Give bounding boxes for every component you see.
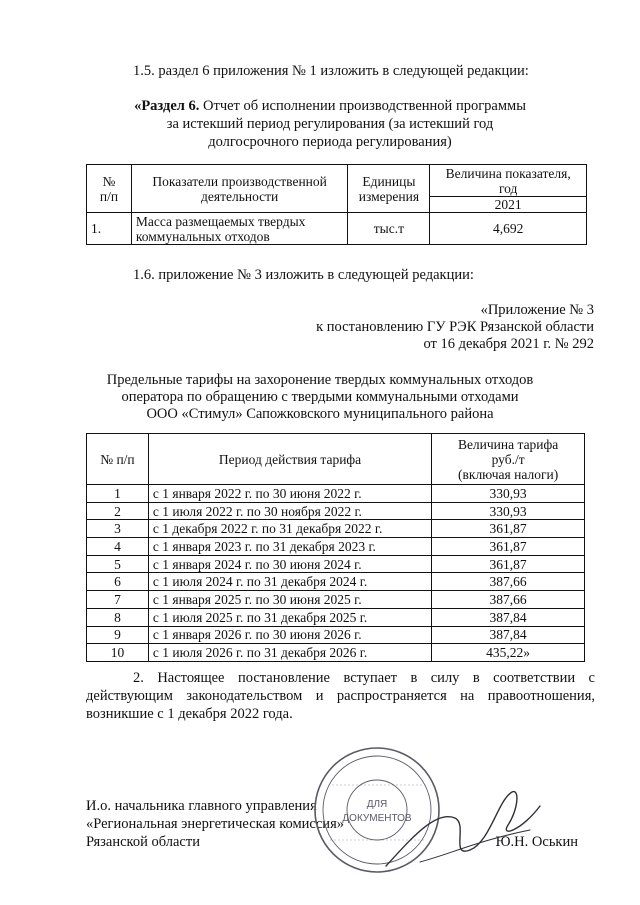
signer-position-line1: И.о. начальника главного управления <box>86 798 317 814</box>
row-tariff: 387,84 <box>432 608 585 626</box>
handwritten-signature <box>380 770 550 880</box>
clause-2-line2: действующим законодательством и распространяется на правоотношения, <box>86 688 595 704</box>
row-tariff: 387,66 <box>432 591 585 609</box>
table-row <box>87 555 585 573</box>
row-number: 2 <box>87 502 149 520</box>
row-period: с 1 июля 2024 г. по 31 декабря 2024 г. <box>148 573 431 591</box>
row-period: с 1 июля 2025 г. по 31 декабря 2025 г. <box>148 608 431 626</box>
header-value: Величина показателя, год <box>430 165 587 197</box>
table-row <box>87 591 585 609</box>
row-period: с 1 января 2024 г. по 30 июня 2024 г. <box>148 555 431 573</box>
section6-label: «Раздел 6. <box>134 98 200 114</box>
row-number: 1 <box>87 485 149 503</box>
table-row <box>87 520 585 538</box>
row-number: 8 <box>87 608 149 626</box>
appendix-ref: к постановлению ГУ РЭК Рязанской области <box>316 319 594 335</box>
signer-position-line3: Рязанской области <box>86 834 200 850</box>
row-period: с 1 июля 2026 г. по 31 декабря 2026 г. <box>148 644 431 662</box>
stamp-text-1: ДЛЯ <box>366 799 388 810</box>
tariff-title-line3: ООО «Стимул» Сапожковского муниципального района <box>146 406 494 422</box>
section6-title-line3: долгосрочного периода регулирования) <box>208 134 452 150</box>
row-number: 9 <box>87 626 149 644</box>
table-row <box>87 502 585 520</box>
stamp-text-2: ДОКУМЕНТОВ <box>342 813 412 824</box>
header-number: № п/п <box>87 165 132 213</box>
row-tariff: 435,22» <box>432 644 585 662</box>
table-row <box>87 608 585 626</box>
row-tariff: 330,93 <box>432 485 585 503</box>
header-tariff: Величина тарифа руб./т (включая налоги) <box>432 434 585 485</box>
table-row <box>87 485 585 503</box>
row-indicator: Масса размещаемых твердых коммунальных отходов <box>131 213 348 245</box>
row-period: с 1 января 2023 г. по 31 декабря 2023 г. <box>148 538 431 556</box>
signer-name: Ю.Н. Оськин <box>495 834 578 850</box>
row-value: 4,692 <box>430 213 587 245</box>
tariff-title-line1: Предельные тарифы на захоронение твердых коммунальных отходов <box>106 372 534 388</box>
tariff-title-line2: оператора по обращению с твердыми коммунальными отходами <box>121 389 519 405</box>
row-period: с 1 июля 2022 г. по 30 ноября 2022 г. <box>148 502 431 520</box>
tariff-table <box>86 433 585 662</box>
header-indicator: Показатели производственной деятельности <box>131 165 348 213</box>
header-year: 2021 <box>430 197 587 213</box>
row-tariff: 387,84 <box>432 626 585 644</box>
header-period: Период действия тарифа <box>148 434 431 485</box>
table-row <box>87 213 587 245</box>
row-unit: тыс.т <box>348 213 430 245</box>
section6-title-line2: за истекший период регулирования (за истекший год <box>166 116 494 132</box>
clause-2-line3: возникшие с 1 декабря 2022 года. <box>86 706 293 722</box>
row-number: 1. <box>87 213 132 245</box>
row-number: 6 <box>87 573 149 591</box>
row-number: 5 <box>87 555 149 573</box>
table-row <box>87 573 585 591</box>
row-period: с 1 января 2025 г. по 30 июня 2025 г. <box>148 591 431 609</box>
section6-title: Отчет об исполнении производственной программы <box>199 98 526 114</box>
signer-position-line2: «Региональная энергетическая комиссия» <box>86 816 344 832</box>
row-number: 3 <box>87 520 149 538</box>
table-row <box>87 644 585 662</box>
row-tariff: 361,87 <box>432 555 585 573</box>
header-unit: Единицы измерения <box>348 165 430 213</box>
production-table <box>86 164 587 245</box>
table-row <box>87 538 585 556</box>
row-tariff: 387,66 <box>432 573 585 591</box>
row-period: с 1 января 2026 г. по 30 июня 2026 г. <box>148 626 431 644</box>
appendix-title: «Приложение № 3 <box>480 302 594 318</box>
clause-1-6: 1.6. приложение № 3 изложить в следующей редакции: <box>133 267 474 283</box>
row-number: 10 <box>87 644 149 662</box>
appendix-date: от 16 декабря 2021 г. № 292 <box>423 336 594 352</box>
row-tariff: 361,87 <box>432 538 585 556</box>
clause-1-5: 1.5. раздел 6 приложения № 1 изложить в следующей редакции: <box>133 63 529 79</box>
section6-title-line1 <box>80 97 580 115</box>
row-number: 4 <box>87 538 149 556</box>
row-period: с 1 января 2022 г. по 30 июня 2022 г. <box>148 485 431 503</box>
row-number: 7 <box>87 591 149 609</box>
header-number: № п/п <box>87 434 149 485</box>
row-tariff: 330,93 <box>432 502 585 520</box>
row-period: с 1 декабря 2022 г. по 31 декабря 2022 г. <box>148 520 431 538</box>
row-tariff: 361,87 <box>432 520 585 538</box>
table-row <box>87 626 585 644</box>
clause-2-line1: 2. Настоящее постановление вступает в силу в соответствии с <box>133 670 595 686</box>
